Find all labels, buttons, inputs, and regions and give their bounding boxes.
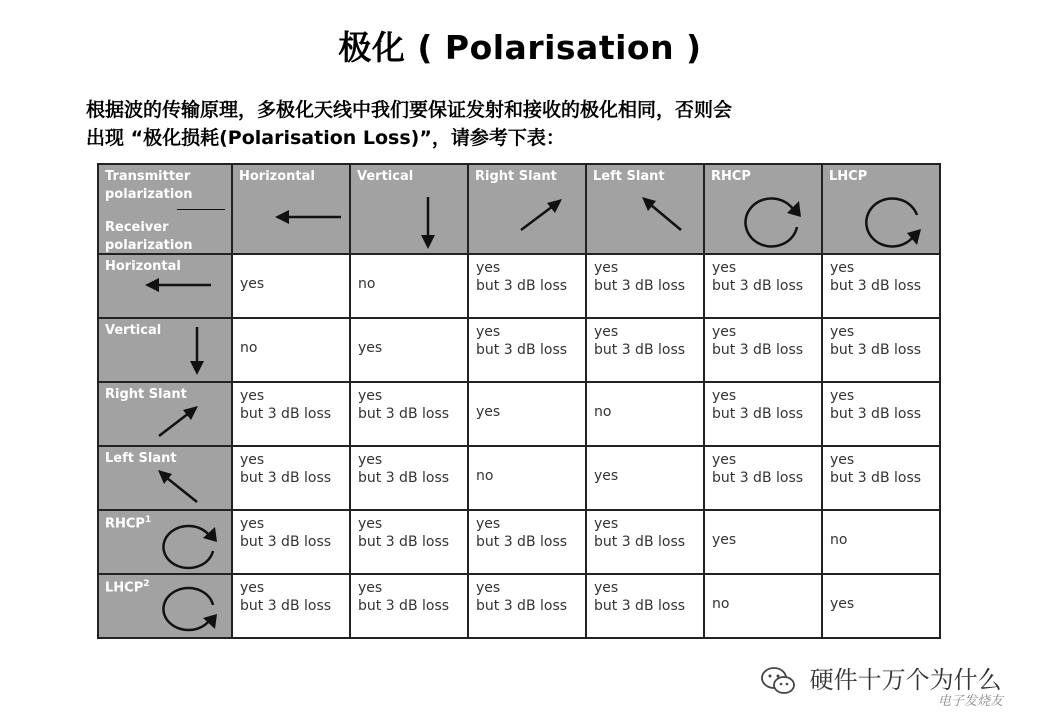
intro-line-1: 根据波的传输原理，多极化天线中我们要保证发射和接收的极化相同，否则会 <box>86 99 733 121</box>
table-cell: yes but 3 dB loss <box>704 382 822 446</box>
intro-line-2: 出现 “极化损耗(Polarisation Loss)”，请参考下表： <box>86 127 565 149</box>
table-cell: yes but 3 dB loss <box>704 254 822 318</box>
table-cell: yes but 3 dB loss <box>468 318 586 382</box>
table-row-horizontal <box>98 254 940 318</box>
table-row-left-slant <box>98 446 940 510</box>
table-cell: yes <box>586 446 704 510</box>
arrow-left-icon <box>143 273 213 297</box>
table-cell: yes but 3 dB loss <box>822 254 940 318</box>
page-title: 极化 ( Polarisation ) <box>338 28 702 67</box>
arrow-down-icon <box>416 195 440 251</box>
column-header-lhcp <box>822 164 940 254</box>
table-cell: yes but 3 dB loss <box>350 510 468 574</box>
column-header-vertical <box>350 164 468 254</box>
row-label: Right Slant <box>105 387 187 402</box>
table-cell: yes but 3 dB loss <box>822 446 940 510</box>
table-cell: yes but 3 dB loss <box>350 574 468 638</box>
column-header-right-slant <box>468 164 586 254</box>
circle-counterclockwise-icon <box>161 585 221 635</box>
table-cell: no <box>232 318 350 382</box>
column-label: Vertical <box>357 169 414 184</box>
arrow-up-left-icon <box>155 467 201 505</box>
row-label: Horizontal <box>105 259 181 274</box>
table-cell: yes <box>350 318 468 382</box>
table-cell: yes but 3 dB loss <box>586 574 704 638</box>
table-row-lhcp <box>98 574 940 638</box>
table-cell: no <box>704 574 822 638</box>
table-cell: yes but 3 dB loss <box>468 510 586 574</box>
column-label: Left Slant <box>593 169 665 184</box>
corner-cell <box>98 164 232 254</box>
table-cell: yes <box>822 574 940 638</box>
column-label: LHCP <box>829 169 868 184</box>
arrow-left-icon <box>273 205 343 229</box>
table-cell: yes but 3 dB loss <box>822 382 940 446</box>
row-label: Vertical <box>105 323 162 338</box>
table-row-rhcp <box>98 510 940 574</box>
receiver-label-2: polarization <box>105 238 193 253</box>
table-row-right-slant <box>98 382 940 446</box>
circle-counterclockwise-icon <box>863 193 925 251</box>
table-cell: yes but 3 dB loss <box>586 510 704 574</box>
row-header-rhcp <box>98 510 232 574</box>
arrow-up-right-icon <box>155 403 201 439</box>
table-cell: yes but 3 dB loss <box>822 318 940 382</box>
header-row <box>98 164 940 254</box>
column-header-rhcp <box>704 164 822 254</box>
column-label: Right Slant <box>475 169 557 184</box>
table-cell: yes but 3 dB loss <box>232 382 350 446</box>
table-cell: no <box>468 446 586 510</box>
table-cell: yes but 3 dB loss <box>350 446 468 510</box>
table-cell: yes but 3 dB loss <box>468 574 586 638</box>
circle-clockwise-icon <box>743 193 805 251</box>
table-cell: no <box>822 510 940 574</box>
table-cell: yes but 3 dB loss <box>586 318 704 382</box>
arrow-up-right-icon <box>517 195 565 233</box>
row-label: LHCP$^2$ <box>105 579 150 596</box>
table-cell: yes but 3 dB loss <box>586 254 704 318</box>
intro-paragraph <box>86 96 956 152</box>
account-name: 硬件十万个为什么 <box>809 666 1002 694</box>
polarization-loss-table <box>97 163 941 639</box>
table-cell: yes but 3 dB loss <box>232 446 350 510</box>
table-cell: no <box>586 382 704 446</box>
table-cell: yes but 3 dB loss <box>350 382 468 446</box>
table-row-vertical <box>98 318 940 382</box>
row-header-left-slant <box>98 446 232 510</box>
row-label: RHCP$^1$ <box>105 515 152 532</box>
table-cell: yes but 3 dB loss <box>468 254 586 318</box>
table-cell: yes <box>704 510 822 574</box>
circle-clockwise-icon <box>161 521 221 571</box>
table-cell: yes but 3 dB loss <box>232 574 350 638</box>
row-header-vertical <box>98 318 232 382</box>
corner-divider <box>177 209 225 210</box>
transmitter-label-1: Transmitter <box>105 169 191 184</box>
column-header-horizontal <box>232 164 350 254</box>
row-header-lhcp <box>98 574 232 638</box>
arrow-up-left-icon <box>639 193 685 233</box>
column-header-left-slant <box>586 164 704 254</box>
column-label: RHCP <box>711 169 751 184</box>
wechat-icon <box>760 666 796 696</box>
watermark: 电子发烧友 <box>938 694 1004 709</box>
table-cell: yes <box>232 254 350 318</box>
row-header-right-slant <box>98 382 232 446</box>
column-label: Horizontal <box>239 169 315 184</box>
table-cell: yes but 3 dB loss <box>232 510 350 574</box>
table-cell: yes <box>468 382 586 446</box>
table-cell: yes but 3 dB loss <box>704 446 822 510</box>
receiver-label-1: Receiver <box>105 220 169 235</box>
table-cell: no <box>350 254 468 318</box>
transmitter-label-2: polarization <box>105 187 193 202</box>
row-label: Left Slant <box>105 451 177 466</box>
arrow-down-icon <box>185 325 209 377</box>
table-cell: yes but 3 dB loss <box>704 318 822 382</box>
row-header-horizontal <box>98 254 232 318</box>
